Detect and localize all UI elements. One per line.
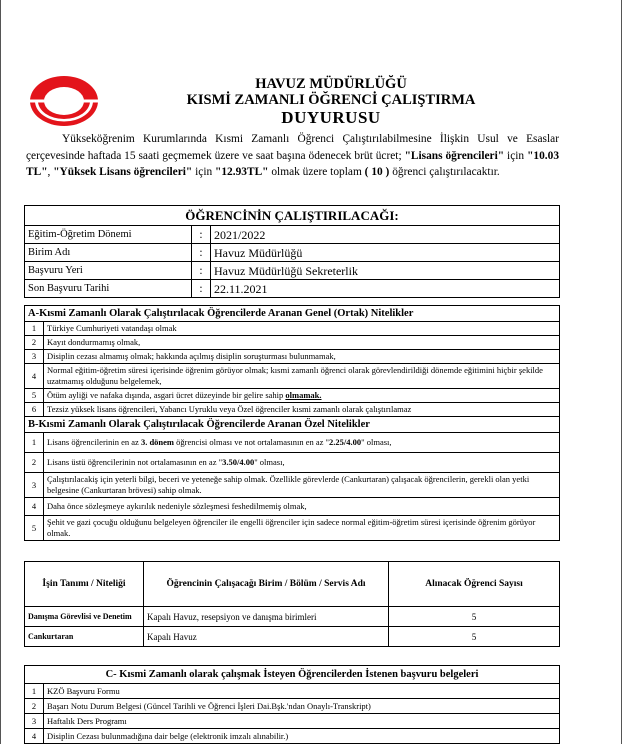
list-item: 3 Çalıştırılacakiş için yeterli bilgi, beceri ve yeteneğe sahip olmak. Özellikle görevlerde (Cankurtaran) çalışacak öğrencilerin, gerekli olan yetki belgesine (Cankurtaran brövesi) sahip olmak. xyxy=(25,473,560,498)
title-block xyxy=(1,76,621,127)
list-item: 2 Başarı Notu Durum Belgesi (Güncel Tarihli ve Öğrenci İşleri Dai.Bşk.'ndan Onaylı-Transkript) xyxy=(25,699,560,714)
list-item: 2 Lisans üstü öğrencilerinin not ortalamasının en az "3.50/4.00" olması, xyxy=(25,453,560,473)
required-documents-table xyxy=(24,665,560,744)
list-item: 5 Şehit ve gazi çocuğu olduğunu belgeleyen öğrenciler ile engelli öğrenciler için sadece normal eğitim-öğretim süresi içerisinde öğrenim görüyor olmak. xyxy=(25,516,560,541)
table-row: Danışma Görevlisi ve Denetim Kapalı Havuz, resepsiyon ve danışma birimleri 5 xyxy=(25,607,560,627)
positions-table xyxy=(24,561,560,647)
list-item: 3 Disiplin cezası almamış olmak; hakkında açılmış disiplin soruşturması bulunmamak, xyxy=(25,350,560,364)
list-item: 5 Ötüm ayliği ve nafaka dışında, asgari ücret düzeyinde bir gelire sahip olmamak. xyxy=(25,389,560,403)
section-c-title: C- Kısmi Zamanlı olarak çalışmak İsteyen Öğrencilerden İstenen başvuru belgeleri xyxy=(25,666,560,684)
info-title: ÖĞRENCİNİN ÇALIŞTIRILACAĞI: xyxy=(25,206,560,226)
list-item: 4 Daha önce sözleşmeye aykırılık nedeniyle sözleşmesi feshedilmemiş olmak, xyxy=(25,498,560,516)
employment-info-table xyxy=(24,205,560,298)
list-item: 1 Lisans öğrencilerinin en az 3. dönem öğrencisi olması ve not ortalamasının en az "2.25/4.00" olması, xyxy=(25,433,560,453)
list-item: 4 Normal eğitim-öğretim süresi içerisinde öğrenim görüyor olmak; kısmi zamanlı öğrenci olarak görevlendirildiği dönemde eğitimini hiçbir şekilde uzatmamış olduğunu belgelemek, xyxy=(25,364,560,389)
title-line-1: HAVUZ MÜDÜRLÜĞÜ xyxy=(255,76,407,92)
column-header: İşin Tanımı / Niteliği xyxy=(25,562,144,607)
info-row: Eğitim-Öğretim Dönemi : 2021/2022 xyxy=(25,226,560,244)
list-item: 4 Disiplin Cezası bulunmadığına dair belge (elektronik imzalı alınabilir.) xyxy=(25,729,560,744)
info-row: Son Başvuru Tarihi : 22.11.2021 xyxy=(25,280,560,298)
list-item: 3 Haftalık Ders Programı xyxy=(25,714,560,729)
section-a-title: A-Kısmi Zamanlı Olarak Çalıştırılacak Öğrencilerde Aranan Genel (Ortak) Nitelikler xyxy=(25,306,560,322)
intro-paragraph: Yükseköğrenim Kurumlarında Kısmi Zamanlı Öğrenci Çalıştırılabilmesine İlişkin Usul ve Esaslar çerçevesinde haftada 15 saati geçmemek üzere ve saat başına ödenecek brüt ücret; "Lisans öğrencileri" için "10.03 TL", "Yüksek Lisans öğrencileri" için "12.93TL" olmak üzere toplam ( 10 ) öğrenci çalıştırılacaktır. xyxy=(26,133,560,178)
title-line-2: KISMİ ZAMANLI ÖĞRENCİ ÇALIŞTIRMA xyxy=(186,92,476,108)
list-item: 1 Türkiye Cumhuriyeti vatandaşı olmak xyxy=(25,322,560,336)
info-row: Başvuru Yeri : Havuz Müdürlüğü Sekreterlik xyxy=(25,262,560,280)
info-row: Birim Adı : Havuz Müdürlüğü xyxy=(25,244,560,262)
title-line-3: DUYURUSU xyxy=(281,108,381,127)
table-row: Cankurtaran Kapalı Havuz 5 xyxy=(25,627,560,647)
requirements-table xyxy=(24,305,560,541)
list-item: 2 Kayıt dondurmamış olmak, xyxy=(25,336,560,350)
column-header: Öğrencinin Çalışacağı Birim / Bölüm / Servis Adı xyxy=(144,562,389,607)
section-b-title: B-Kısmi Zamanlı Olarak Çalıştırılacak Öğrencilerde Aranan Özel Nitelikler xyxy=(25,417,560,433)
list-item: 6 Tezsiz yüksek lisans öğrencileri, Yabancı Uyruklu veya Özel öğrenciler kısmi zamanlı olarak çalıştırılamaz xyxy=(25,403,560,417)
column-header: Alınacak Öğrenci Sayısı xyxy=(389,562,560,607)
list-item: 1 KZÖ Başvuru Formu xyxy=(25,684,560,699)
